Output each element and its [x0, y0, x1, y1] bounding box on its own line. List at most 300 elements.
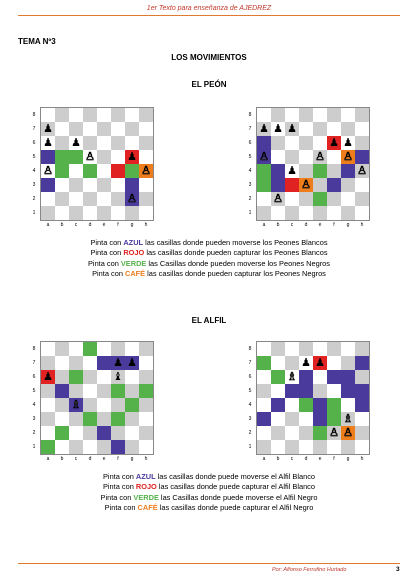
square-d7: [299, 122, 313, 136]
square-b2: [271, 192, 285, 206]
square-b8: [271, 342, 285, 356]
rank-label: 7: [248, 126, 252, 132]
square-c1: [285, 440, 299, 454]
file-label: c: [290, 456, 294, 462]
square-e4: [313, 398, 327, 412]
square-f5: [111, 384, 125, 398]
square-f5: [111, 150, 125, 164]
file-label: c: [290, 222, 294, 228]
square-d4: [299, 164, 313, 178]
square-f7: [327, 122, 341, 136]
file-label: f: [117, 456, 119, 462]
square-f7: [327, 356, 341, 370]
square-c4: [285, 164, 299, 178]
white-pawn-icon: ♙: [315, 150, 325, 163]
square-b8: [271, 108, 285, 122]
white-pawn-icon: ♙: [301, 178, 311, 191]
file-label: h: [360, 456, 364, 462]
file-label: d: [88, 222, 92, 228]
square-f7: [111, 122, 125, 136]
square-d1: [83, 206, 97, 220]
square-e3: [97, 412, 111, 426]
square-c2: [285, 192, 299, 206]
rank-label: 5: [248, 388, 252, 394]
square-f4: [111, 398, 125, 412]
square-h8: [139, 342, 153, 356]
file-label: h: [144, 456, 148, 462]
black-pawn-icon: ♟: [329, 136, 339, 149]
black-pawn-icon: ♟: [43, 136, 53, 149]
white-pawn-icon: ♙: [43, 164, 53, 177]
square-g8: [341, 108, 355, 122]
square-a5: [257, 150, 271, 164]
square-b7: [271, 122, 285, 136]
square-b6: [271, 370, 285, 384]
square-b1: [55, 206, 69, 220]
square-a8: [257, 342, 271, 356]
square-a5: [257, 384, 271, 398]
square-f8: [111, 108, 125, 122]
square-a3: [257, 178, 271, 192]
white-pawn-icon: ♙: [343, 150, 353, 163]
square-g5: [125, 384, 139, 398]
white-bishop-icon: ♗: [287, 370, 297, 383]
square-g7: [125, 122, 139, 136]
square-e4: [313, 164, 327, 178]
square-g6: [341, 370, 355, 384]
square-d3: [83, 412, 97, 426]
square-d6: [83, 136, 97, 150]
square-b5: [55, 384, 69, 398]
square-g8: [341, 342, 355, 356]
square-d8: [299, 108, 313, 122]
square-c1: [69, 206, 83, 220]
square-c1: [285, 206, 299, 220]
square-b3: [55, 412, 69, 426]
instruction-line: Pinta con CAFÉ las casillas donde pueden capturar los Peones Negros: [92, 269, 326, 279]
square-c4: [285, 398, 299, 412]
square-g4: [125, 398, 139, 412]
black-pawn-icon: ♟: [273, 122, 283, 135]
square-h8: [355, 342, 369, 356]
file-label: h: [144, 222, 148, 228]
color-keyword: CAFÉ: [124, 269, 146, 279]
black-pawn-icon: ♟: [301, 356, 311, 369]
black-pawn-icon: ♟: [343, 136, 353, 149]
footer-author: Por: Alfonso Ferrufino Hurtado: [272, 567, 347, 573]
square-a3: [257, 412, 271, 426]
square-e3: [313, 178, 327, 192]
file-label: b: [60, 222, 64, 228]
black-pawn-icon: ♟: [127, 150, 137, 163]
square-c7: [285, 122, 299, 136]
square-h3: [355, 178, 369, 192]
rank-label: 1: [248, 210, 252, 216]
square-e7: [313, 122, 327, 136]
square-e2: [97, 426, 111, 440]
square-c3: [69, 412, 83, 426]
square-f8: [111, 342, 125, 356]
square-a8: [257, 108, 271, 122]
file-label: c: [74, 222, 78, 228]
white-pawn-icon: ♙: [273, 192, 283, 205]
square-a6: [41, 370, 55, 384]
square-g2: [125, 426, 139, 440]
square-e1: [97, 440, 111, 454]
square-f5: [327, 384, 341, 398]
square-h8: [355, 108, 369, 122]
square-a2: [41, 192, 55, 206]
square-b6: [271, 136, 285, 150]
square-h4: [139, 164, 153, 178]
black-pawn-icon: ♟: [287, 122, 297, 135]
rank-label: 6: [248, 374, 252, 380]
square-e5: [97, 384, 111, 398]
file-label: g: [130, 456, 134, 462]
rank-label: 8: [32, 112, 36, 118]
square-f8: [327, 342, 341, 356]
square-f1: [111, 440, 125, 454]
square-e8: [97, 342, 111, 356]
square-e4: [97, 398, 111, 412]
file-label: d: [304, 456, 308, 462]
white-pawn-icon: ♙: [259, 150, 269, 163]
square-g2: [341, 426, 355, 440]
square-d2: [299, 192, 313, 206]
square-g1: [125, 206, 139, 220]
square-c8: [285, 342, 299, 356]
square-d7: [83, 122, 97, 136]
square-g1: [341, 206, 355, 220]
square-d6: [83, 370, 97, 384]
square-c5: [285, 384, 299, 398]
square-d3: [299, 412, 313, 426]
file-label: b: [276, 456, 280, 462]
header-title: 1er Texto para enseñanza de AJEDREZ: [146, 5, 272, 12]
square-d5: [299, 150, 313, 164]
square-h6: [355, 136, 369, 150]
square-b2: [271, 426, 285, 440]
white-bishop-icon: ♗: [71, 398, 81, 411]
rank-label: 8: [248, 346, 252, 352]
square-c6: [285, 370, 299, 384]
instruction-line: Pinta con CAFÉ las casillas donde puede capturar el Alfil Negro: [104, 503, 314, 513]
square-b6: [55, 370, 69, 384]
bishop-board-right: [256, 341, 370, 455]
square-c2: [69, 426, 83, 440]
square-g8: [125, 108, 139, 122]
rank-label: 4: [32, 402, 36, 408]
square-g6: [341, 136, 355, 150]
square-c7: [69, 356, 83, 370]
file-label: a: [46, 222, 50, 228]
square-f6: [327, 136, 341, 150]
square-d4: [83, 164, 97, 178]
square-c2: [285, 426, 299, 440]
rank-label: 3: [248, 416, 252, 422]
black-pawn-icon: ♟: [127, 356, 137, 369]
square-h1: [355, 206, 369, 220]
square-a7: [257, 356, 271, 370]
square-g1: [341, 440, 355, 454]
square-g3: [125, 178, 139, 192]
square-c6: [69, 370, 83, 384]
white-pawn-icon: ♙: [329, 426, 339, 439]
square-c3: [285, 178, 299, 192]
square-h3: [355, 412, 369, 426]
square-c1: [69, 440, 83, 454]
square-f2: [327, 192, 341, 206]
square-e8: [97, 108, 111, 122]
square-a1: [257, 206, 271, 220]
square-a1: [257, 440, 271, 454]
section-title-pawn: EL PEÓN: [191, 80, 227, 89]
square-f1: [327, 206, 341, 220]
square-c5: [285, 150, 299, 164]
file-label: d: [304, 222, 308, 228]
square-e8: [313, 342, 327, 356]
square-b5: [271, 384, 285, 398]
square-e5: [313, 150, 327, 164]
square-h5: [355, 150, 369, 164]
square-d4: [83, 398, 97, 412]
square-h7: [355, 122, 369, 136]
square-h4: [139, 398, 153, 412]
square-a6: [257, 370, 271, 384]
square-d2: [299, 426, 313, 440]
square-b5: [55, 150, 69, 164]
file-label: e: [318, 222, 322, 228]
topic-title: TEMA Nº3: [18, 37, 56, 46]
square-e5: [97, 150, 111, 164]
square-f4: [327, 398, 341, 412]
square-b2: [55, 426, 69, 440]
square-a6: [41, 136, 55, 150]
square-d5: [299, 384, 313, 398]
square-d6: [299, 136, 313, 150]
file-label: f: [333, 222, 335, 228]
square-h6: [139, 136, 153, 150]
file-label: a: [262, 222, 266, 228]
square-g4: [341, 164, 355, 178]
square-e8: [313, 108, 327, 122]
square-g2: [125, 192, 139, 206]
square-d7: [299, 356, 313, 370]
rank-label: 7: [248, 360, 252, 366]
square-b1: [55, 440, 69, 454]
bishop-instructions: [0, 472, 418, 514]
square-d5: [83, 150, 97, 164]
square-g3: [341, 178, 355, 192]
square-c7: [69, 122, 83, 136]
square-a4: [257, 398, 271, 412]
square-c7: [285, 356, 299, 370]
square-e5: [313, 384, 327, 398]
square-a6: [257, 136, 271, 150]
square-a2: [257, 426, 271, 440]
square-h1: [139, 206, 153, 220]
bishop-board-left: [40, 341, 154, 455]
color-keyword: AZUL: [123, 238, 144, 247]
rank-label: 2: [248, 430, 252, 436]
rank-label: 5: [32, 154, 36, 160]
square-d1: [83, 440, 97, 454]
square-a4: [41, 398, 55, 412]
header-divider: [18, 15, 400, 16]
square-a3: [41, 412, 55, 426]
instruction-line: Pinta con ROJO las casillas donde puede capturar el Alfil Blanco: [102, 482, 315, 492]
square-b4: [55, 164, 69, 178]
color-keyword: VERDE: [133, 492, 159, 502]
rank-label: 4: [248, 402, 252, 408]
white-pawn-icon: ♙: [357, 164, 367, 177]
rank-label: 2: [32, 430, 36, 436]
square-g8: [125, 342, 139, 356]
square-h2: [355, 192, 369, 206]
black-pawn-icon: ♟: [287, 164, 297, 177]
square-f4: [327, 164, 341, 178]
square-c4: [69, 398, 83, 412]
square-e1: [97, 206, 111, 220]
rank-label: 1: [32, 444, 36, 450]
rank-label: 8: [32, 346, 36, 352]
square-e2: [313, 426, 327, 440]
instruction-line: Pinta con VERDE las Casillas donde pueden moverse los Peones Negros: [88, 258, 330, 268]
square-a7: [257, 122, 271, 136]
file-label: d: [88, 456, 92, 462]
square-d7: [83, 356, 97, 370]
file-label: f: [333, 456, 335, 462]
color-keyword: ROJO: [123, 248, 145, 258]
square-b8: [55, 342, 69, 356]
white-pawn-icon: ♙: [343, 426, 353, 439]
square-f1: [327, 440, 341, 454]
square-a1: [41, 440, 55, 454]
rank-label: 6: [32, 140, 36, 146]
square-g1: [125, 440, 139, 454]
instruction-line: Pinta con VERDE las Casillas donde puede moverse el Alfil Negro: [100, 492, 318, 502]
square-d4: [299, 398, 313, 412]
moves-title: LOS MOVIMIENTOS: [171, 53, 247, 62]
square-d2: [83, 426, 97, 440]
square-b8: [55, 108, 69, 122]
page-number: 3: [396, 566, 400, 573]
white-pawn-icon: ♙: [141, 164, 151, 177]
square-e2: [313, 192, 327, 206]
square-b3: [271, 412, 285, 426]
square-h5: [139, 150, 153, 164]
white-bishop-icon: ♗: [343, 412, 353, 425]
square-c8: [69, 108, 83, 122]
square-c4: [69, 164, 83, 178]
square-f3: [327, 178, 341, 192]
square-h1: [139, 440, 153, 454]
square-e4: [97, 164, 111, 178]
square-g5: [125, 150, 139, 164]
square-e6: [97, 136, 111, 150]
pawn-board-right: [256, 107, 370, 221]
square-e7: [97, 356, 111, 370]
square-e2: [97, 192, 111, 206]
black-pawn-icon: ♟: [43, 370, 53, 383]
rank-label: 3: [248, 182, 252, 188]
rank-label: 6: [248, 140, 252, 146]
rank-label: 1: [248, 444, 252, 450]
square-e6: [313, 370, 327, 384]
square-b7: [271, 356, 285, 370]
square-b4: [271, 398, 285, 412]
color-keyword: CAFÉ: [137, 503, 158, 513]
black-pawn-icon: ♟: [71, 136, 81, 149]
file-label: e: [318, 456, 322, 462]
square-h2: [355, 426, 369, 440]
square-g4: [125, 164, 139, 178]
square-f3: [111, 178, 125, 192]
square-e7: [97, 122, 111, 136]
file-label: e: [102, 222, 106, 228]
square-d3: [83, 178, 97, 192]
square-h4: [355, 398, 369, 412]
square-a7: [41, 122, 55, 136]
square-b2: [55, 192, 69, 206]
rank-label: 6: [32, 374, 36, 380]
square-f3: [327, 412, 341, 426]
rank-label: 7: [32, 360, 36, 366]
square-h2: [139, 426, 153, 440]
pawn-instructions: [0, 238, 418, 280]
black-pawn-icon: ♟: [113, 356, 123, 369]
square-a2: [257, 192, 271, 206]
square-a5: [41, 384, 55, 398]
square-h6: [355, 370, 369, 384]
square-h8: [139, 108, 153, 122]
rank-label: 4: [248, 168, 252, 174]
square-h7: [355, 356, 369, 370]
square-b4: [55, 398, 69, 412]
square-f2: [111, 426, 125, 440]
square-a8: [41, 108, 55, 122]
black-pawn-icon: ♟: [315, 356, 325, 369]
square-h7: [139, 356, 153, 370]
square-g4: [341, 398, 355, 412]
square-d8: [83, 342, 97, 356]
file-label: a: [262, 456, 266, 462]
file-label: g: [130, 222, 134, 228]
rank-label: 2: [248, 196, 252, 202]
file-label: c: [74, 456, 78, 462]
square-c5: [69, 384, 83, 398]
square-f8: [327, 108, 341, 122]
square-h7: [139, 122, 153, 136]
square-h5: [355, 384, 369, 398]
square-e7: [313, 356, 327, 370]
square-c5: [69, 150, 83, 164]
square-g2: [341, 192, 355, 206]
black-pawn-icon: ♟: [43, 122, 53, 135]
square-h3: [139, 412, 153, 426]
rank-label: 5: [32, 388, 36, 394]
black-bishop-icon: ♝: [113, 370, 123, 383]
square-b7: [55, 356, 69, 370]
square-g3: [341, 412, 355, 426]
square-b7: [55, 122, 69, 136]
square-g5: [341, 384, 355, 398]
square-c3: [285, 412, 299, 426]
black-pawn-icon: ♟: [259, 122, 269, 135]
instruction-line: Pinta con AZUL las casillas donde pueden moverse los Peones Blancos: [90, 238, 328, 247]
rank-label: 5: [248, 154, 252, 160]
white-pawn-icon: ♙: [85, 150, 95, 163]
